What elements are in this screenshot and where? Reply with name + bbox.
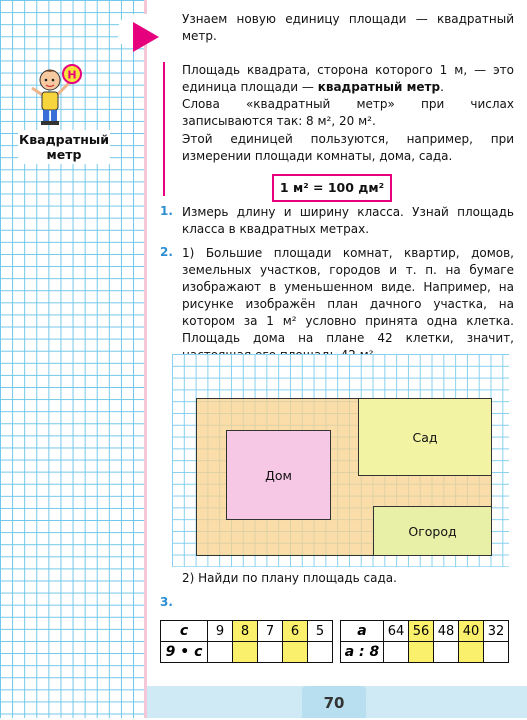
- notation-text: Слова «квадратный метр» при числах записываются так: 8 м², 20 м².: [182, 97, 514, 128]
- table-row: [161, 621, 333, 642]
- task-number-1: 1.: [160, 204, 173, 218]
- table-divide: [340, 620, 509, 663]
- table-cell: 9: [208, 621, 233, 642]
- definition-rule: [163, 62, 165, 196]
- table-cell: 32: [484, 621, 509, 642]
- table-multiply: [160, 620, 333, 663]
- table-head-a8: a : 8: [341, 642, 384, 663]
- section-marker-icon: [133, 22, 159, 52]
- table-empty-cell: [409, 642, 434, 663]
- mascot-icon: [22, 58, 82, 128]
- table-empty-cell: [434, 642, 459, 663]
- house-area: Дом: [226, 430, 331, 520]
- table-cell: 6: [283, 621, 308, 642]
- task-text-2: 1) Большие площади комнат, квартир, домов, земельных участков, городов и т. п. на бумаге изображают в уменьшенном виде. Например, на рисунке изображён план дачного участка, на котором за 1 м² условно принята одна клетка. Площадь дома на плане 42 клетки, значит,: [182, 246, 514, 345]
- table-cell: 40: [459, 621, 484, 642]
- table-cell: 8: [233, 621, 258, 642]
- table-cell: 64: [384, 621, 409, 642]
- table-head-a: a: [341, 621, 384, 642]
- table-cell: 7: [258, 621, 283, 642]
- definition-part: Площадь квадрата, сторона которого 1 м, — это единица площади —: [182, 63, 514, 94]
- table-head-9c: 9 • c: [161, 642, 208, 663]
- page-number: 70: [302, 686, 366, 718]
- garden-area: Сад: [358, 398, 492, 476]
- usage-text: Этой единицей пользуются, например, при измерении площади комнаты, дома, сада.: [182, 132, 514, 163]
- table-empty-cell: [233, 642, 258, 663]
- table-empty-cell: [384, 642, 409, 663]
- topic-title-line1: Квадратный: [19, 132, 109, 147]
- table-cell: 5: [308, 621, 333, 642]
- definition-term: квадратный метр: [317, 80, 441, 94]
- formula-box: 1 м² = 100 дм²: [272, 174, 392, 202]
- mascot-badge: Н: [67, 68, 77, 82]
- task-text-1: Измерь длину и ширину класса. Узнай площадь класса в квадратных метрах.: [182, 205, 514, 236]
- table-cell: 56: [409, 621, 434, 642]
- table-empty-cell: [459, 642, 484, 663]
- table-row: [161, 642, 333, 663]
- table-empty-cell: [308, 642, 333, 663]
- topic-title-line2: метр: [46, 147, 82, 162]
- task-2-part-2: 2) Найди по плану площадь сада.: [182, 571, 397, 585]
- table-cell: 48: [434, 621, 459, 642]
- table-empty-cell: [258, 642, 283, 663]
- task-number-2: 2.: [160, 245, 173, 259]
- intro-text: Узнаем новую единицу площади — квадратный метр.: [182, 12, 514, 43]
- definition-text: [182, 62, 514, 96]
- table-head-c: c: [161, 621, 208, 642]
- table-row: [341, 621, 509, 642]
- task-number-3: 3.: [160, 595, 173, 609]
- vegetable-garden-area: Огород: [373, 506, 492, 556]
- definition-end: .: [440, 80, 444, 94]
- table-empty-cell: [283, 642, 308, 663]
- table-empty-cell: [208, 642, 233, 663]
- table-empty-cell: [484, 642, 509, 663]
- table-row: [341, 642, 509, 663]
- topic-title: [18, 130, 110, 164]
